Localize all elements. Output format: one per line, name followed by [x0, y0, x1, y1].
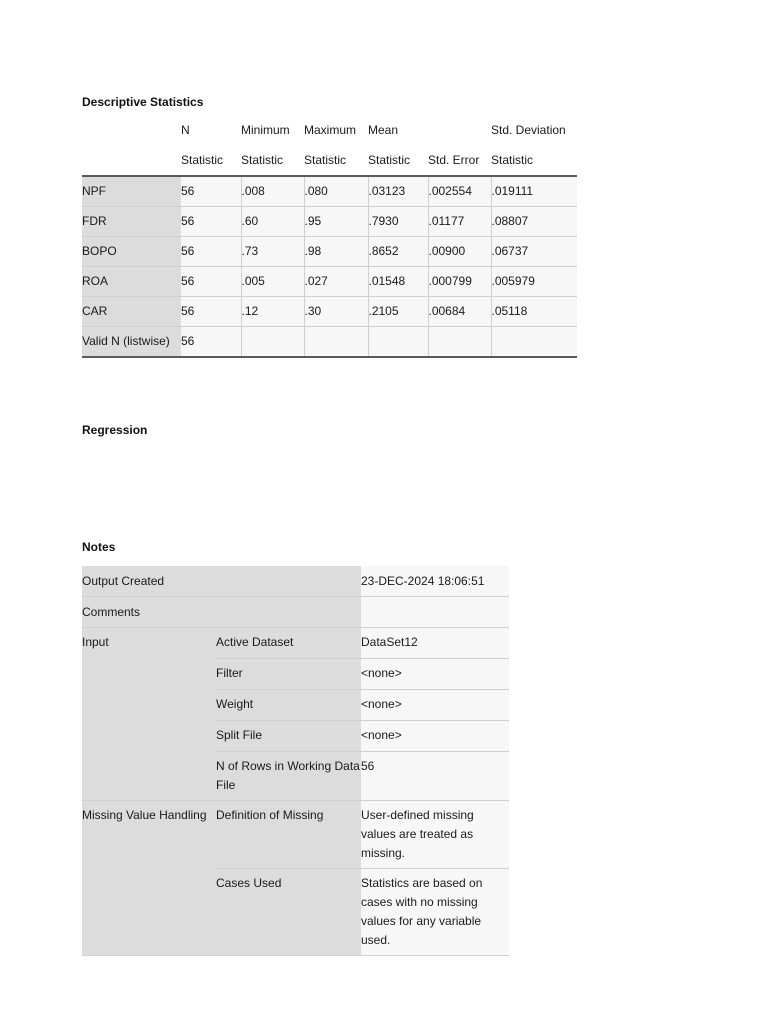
table-cell	[304, 327, 368, 358]
table-cell: 23-DEC-2024 18:06:51	[361, 566, 509, 597]
table-cell: .027	[304, 267, 368, 297]
table-cell: 56	[181, 237, 241, 267]
notes-table	[82, 566, 509, 956]
table-cell: 56	[361, 752, 509, 801]
row-label: Output Created	[82, 566, 361, 597]
table-cell: .98	[304, 237, 368, 267]
table-row	[82, 566, 509, 597]
row-label: FDR	[82, 207, 181, 237]
sub-label: Weight	[216, 690, 361, 721]
group-label: Input	[82, 628, 216, 801]
table-cell	[428, 327, 491, 358]
table-cell: .7930	[368, 207, 428, 237]
table-cell: 56	[181, 267, 241, 297]
table-row	[82, 628, 509, 659]
table-subheader-row	[82, 145, 577, 176]
table-row	[82, 327, 577, 358]
table-cell	[368, 327, 428, 358]
row-label: BOPO	[82, 237, 181, 267]
group-label: Missing Value Handling	[82, 801, 216, 956]
table-cell: .00900	[428, 237, 491, 267]
sub-label: Active Dataset	[216, 628, 361, 659]
descriptive-statistics-table	[82, 115, 577, 358]
descriptive-statistics-title: Descriptive Statistics	[82, 95, 204, 109]
table-header-row	[82, 115, 577, 145]
table-cell: .06737	[491, 237, 577, 267]
table-cell: .019111	[491, 176, 577, 207]
table-cell: .01177	[428, 207, 491, 237]
table-cell: .008	[241, 176, 304, 207]
subheader-cell: Statistic	[491, 145, 577, 176]
table-cell: <none>	[361, 659, 509, 690]
header-cell: N	[181, 115, 241, 145]
table-cell: .73	[241, 237, 304, 267]
table-cell: <none>	[361, 690, 509, 721]
sub-label: Split File	[216, 721, 361, 752]
subheader-cell: Statistic	[241, 145, 304, 176]
table-cell: .005	[241, 267, 304, 297]
table-cell: .03123	[368, 176, 428, 207]
table-cell: <none>	[361, 721, 509, 752]
table-cell: 56	[181, 176, 241, 207]
table-row	[82, 597, 509, 628]
table-cell: .8652	[368, 237, 428, 267]
table-row	[82, 176, 577, 207]
table-cell: 56	[181, 207, 241, 237]
table-cell: .60	[241, 207, 304, 237]
table-cell: .2105	[368, 297, 428, 327]
table-row	[82, 207, 577, 237]
subheader-cell: Statistic	[368, 145, 428, 176]
table-cell: DataSet12	[361, 628, 509, 659]
row-label: Valid N (listwise)	[82, 327, 181, 358]
sub-label: Cases Used	[216, 869, 361, 956]
table-row	[82, 267, 577, 297]
sub-label: Filter	[216, 659, 361, 690]
table-cell	[241, 327, 304, 358]
table-cell: .00684	[428, 297, 491, 327]
header-cell	[428, 115, 491, 145]
table-cell: 56	[181, 327, 241, 358]
table-cell: User-defined missing values are treated as missing.	[361, 801, 509, 869]
row-label: ROA	[82, 267, 181, 297]
header-cell: Mean	[368, 115, 428, 145]
notes-title: Notes	[82, 540, 116, 554]
subheader-cell: Statistic	[304, 145, 368, 176]
table-row	[82, 237, 577, 267]
row-label: NPF	[82, 176, 181, 207]
table-cell: .002554	[428, 176, 491, 207]
table-cell: .95	[304, 207, 368, 237]
header-cell: Minimum	[241, 115, 304, 145]
table-cell: .005979	[491, 267, 577, 297]
table-cell: .080	[304, 176, 368, 207]
sub-label: Definition of Missing	[216, 801, 361, 869]
table-cell: .30	[304, 297, 368, 327]
table-cell: .12	[241, 297, 304, 327]
header-corner	[82, 115, 181, 145]
subheader-cell: Statistic	[181, 145, 241, 176]
table-cell: .08807	[491, 207, 577, 237]
header-cell: Std. Deviation	[491, 115, 577, 145]
header-cell: Maximum	[304, 115, 368, 145]
table-row	[82, 297, 577, 327]
header-corner	[82, 145, 181, 176]
table-cell	[361, 597, 509, 628]
table-cell: .01548	[368, 267, 428, 297]
table-cell	[491, 327, 577, 358]
subheader-cell: Std. Error	[428, 145, 491, 176]
table-cell: .05118	[491, 297, 577, 327]
table-cell: .000799	[428, 267, 491, 297]
row-label: Comments	[82, 597, 361, 628]
regression-title: Regression	[82, 423, 148, 437]
sub-label: N of Rows in Working Data File	[216, 752, 361, 801]
table-row	[82, 801, 509, 869]
table-cell: Statistics are based on cases with no missing values for any variable used.	[361, 869, 509, 956]
row-label: CAR	[82, 297, 181, 327]
table-cell: 56	[181, 297, 241, 327]
